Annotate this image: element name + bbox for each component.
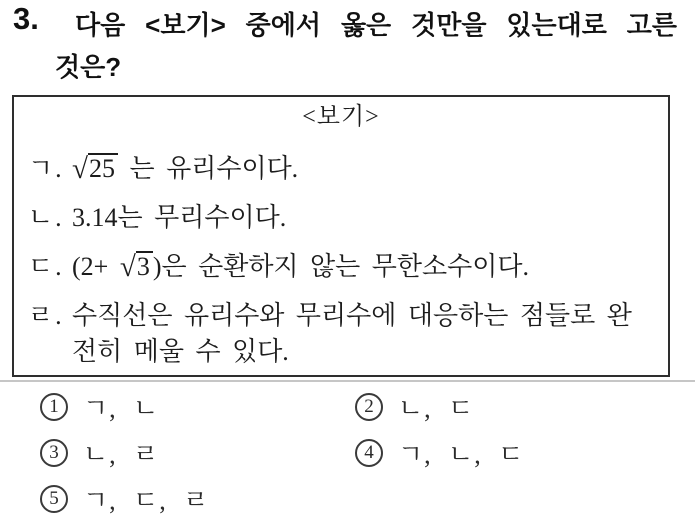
bogi-box-title: <보기> [302, 104, 380, 130]
circled-number-icon: 5 [40, 485, 68, 513]
list-item-rieul [28, 298, 656, 370]
radical-icon: √ [72, 153, 88, 185]
bogi-box [12, 95, 670, 377]
radical-icon: √ [119, 251, 136, 283]
item-text: (2+ √3 )은 순환하지 않는 무한소수이다. [72, 251, 529, 283]
choice-text: ㄴ, ㄹ [83, 440, 160, 469]
circled-number-icon: 3 [40, 439, 68, 467]
choice-option-2[interactable] [355, 390, 685, 423]
bogi-item-list [14, 151, 668, 370]
choice-text: ㄱ, ㄷ, ㄹ [83, 486, 210, 515]
item-text: √25 는 유리수이다. [72, 153, 299, 185]
choice-text: ㄱ, ㄴ [83, 394, 160, 423]
circled-number-icon: 1 [40, 393, 68, 421]
divider [0, 380, 695, 382]
item-text: 3.14는 무리수이다. [72, 203, 287, 232]
choice-text: ㄱ, ㄴ, ㄷ [398, 440, 525, 469]
question-text-line1: 다음 <보기> 중에서 옳은 것만을 있는대로 고른 [75, 10, 677, 40]
choice-option-3[interactable] [40, 436, 355, 469]
sqrt-expression: √25 [72, 151, 118, 187]
answer-choices [40, 390, 685, 515]
item-label: ㄷ. [28, 252, 64, 281]
item-text: 수직선은 유리수와 무리수에 대응하는 점들로 완전히 메울 수 있다. [72, 301, 632, 366]
choice-text: ㄴ, ㄷ [398, 394, 475, 423]
circled-number-icon: 2 [355, 393, 383, 421]
choice-option-1[interactable] [40, 390, 355, 423]
circled-number-icon: 4 [355, 439, 383, 467]
question-number: 3. [13, 1, 39, 36]
list-item-giyeok [28, 151, 656, 187]
choice-option-4[interactable] [355, 436, 685, 469]
item-label: ㄹ. [28, 301, 64, 330]
question-text-line2: 것은? [55, 52, 122, 82]
list-item-digeut [28, 249, 656, 285]
sqrt-expression: √3 [120, 249, 153, 285]
choice-option-5[interactable] [40, 482, 355, 515]
item-label: ㄱ. [28, 154, 64, 183]
list-item-nieun [28, 200, 656, 236]
item-label: ㄴ. [28, 203, 64, 232]
